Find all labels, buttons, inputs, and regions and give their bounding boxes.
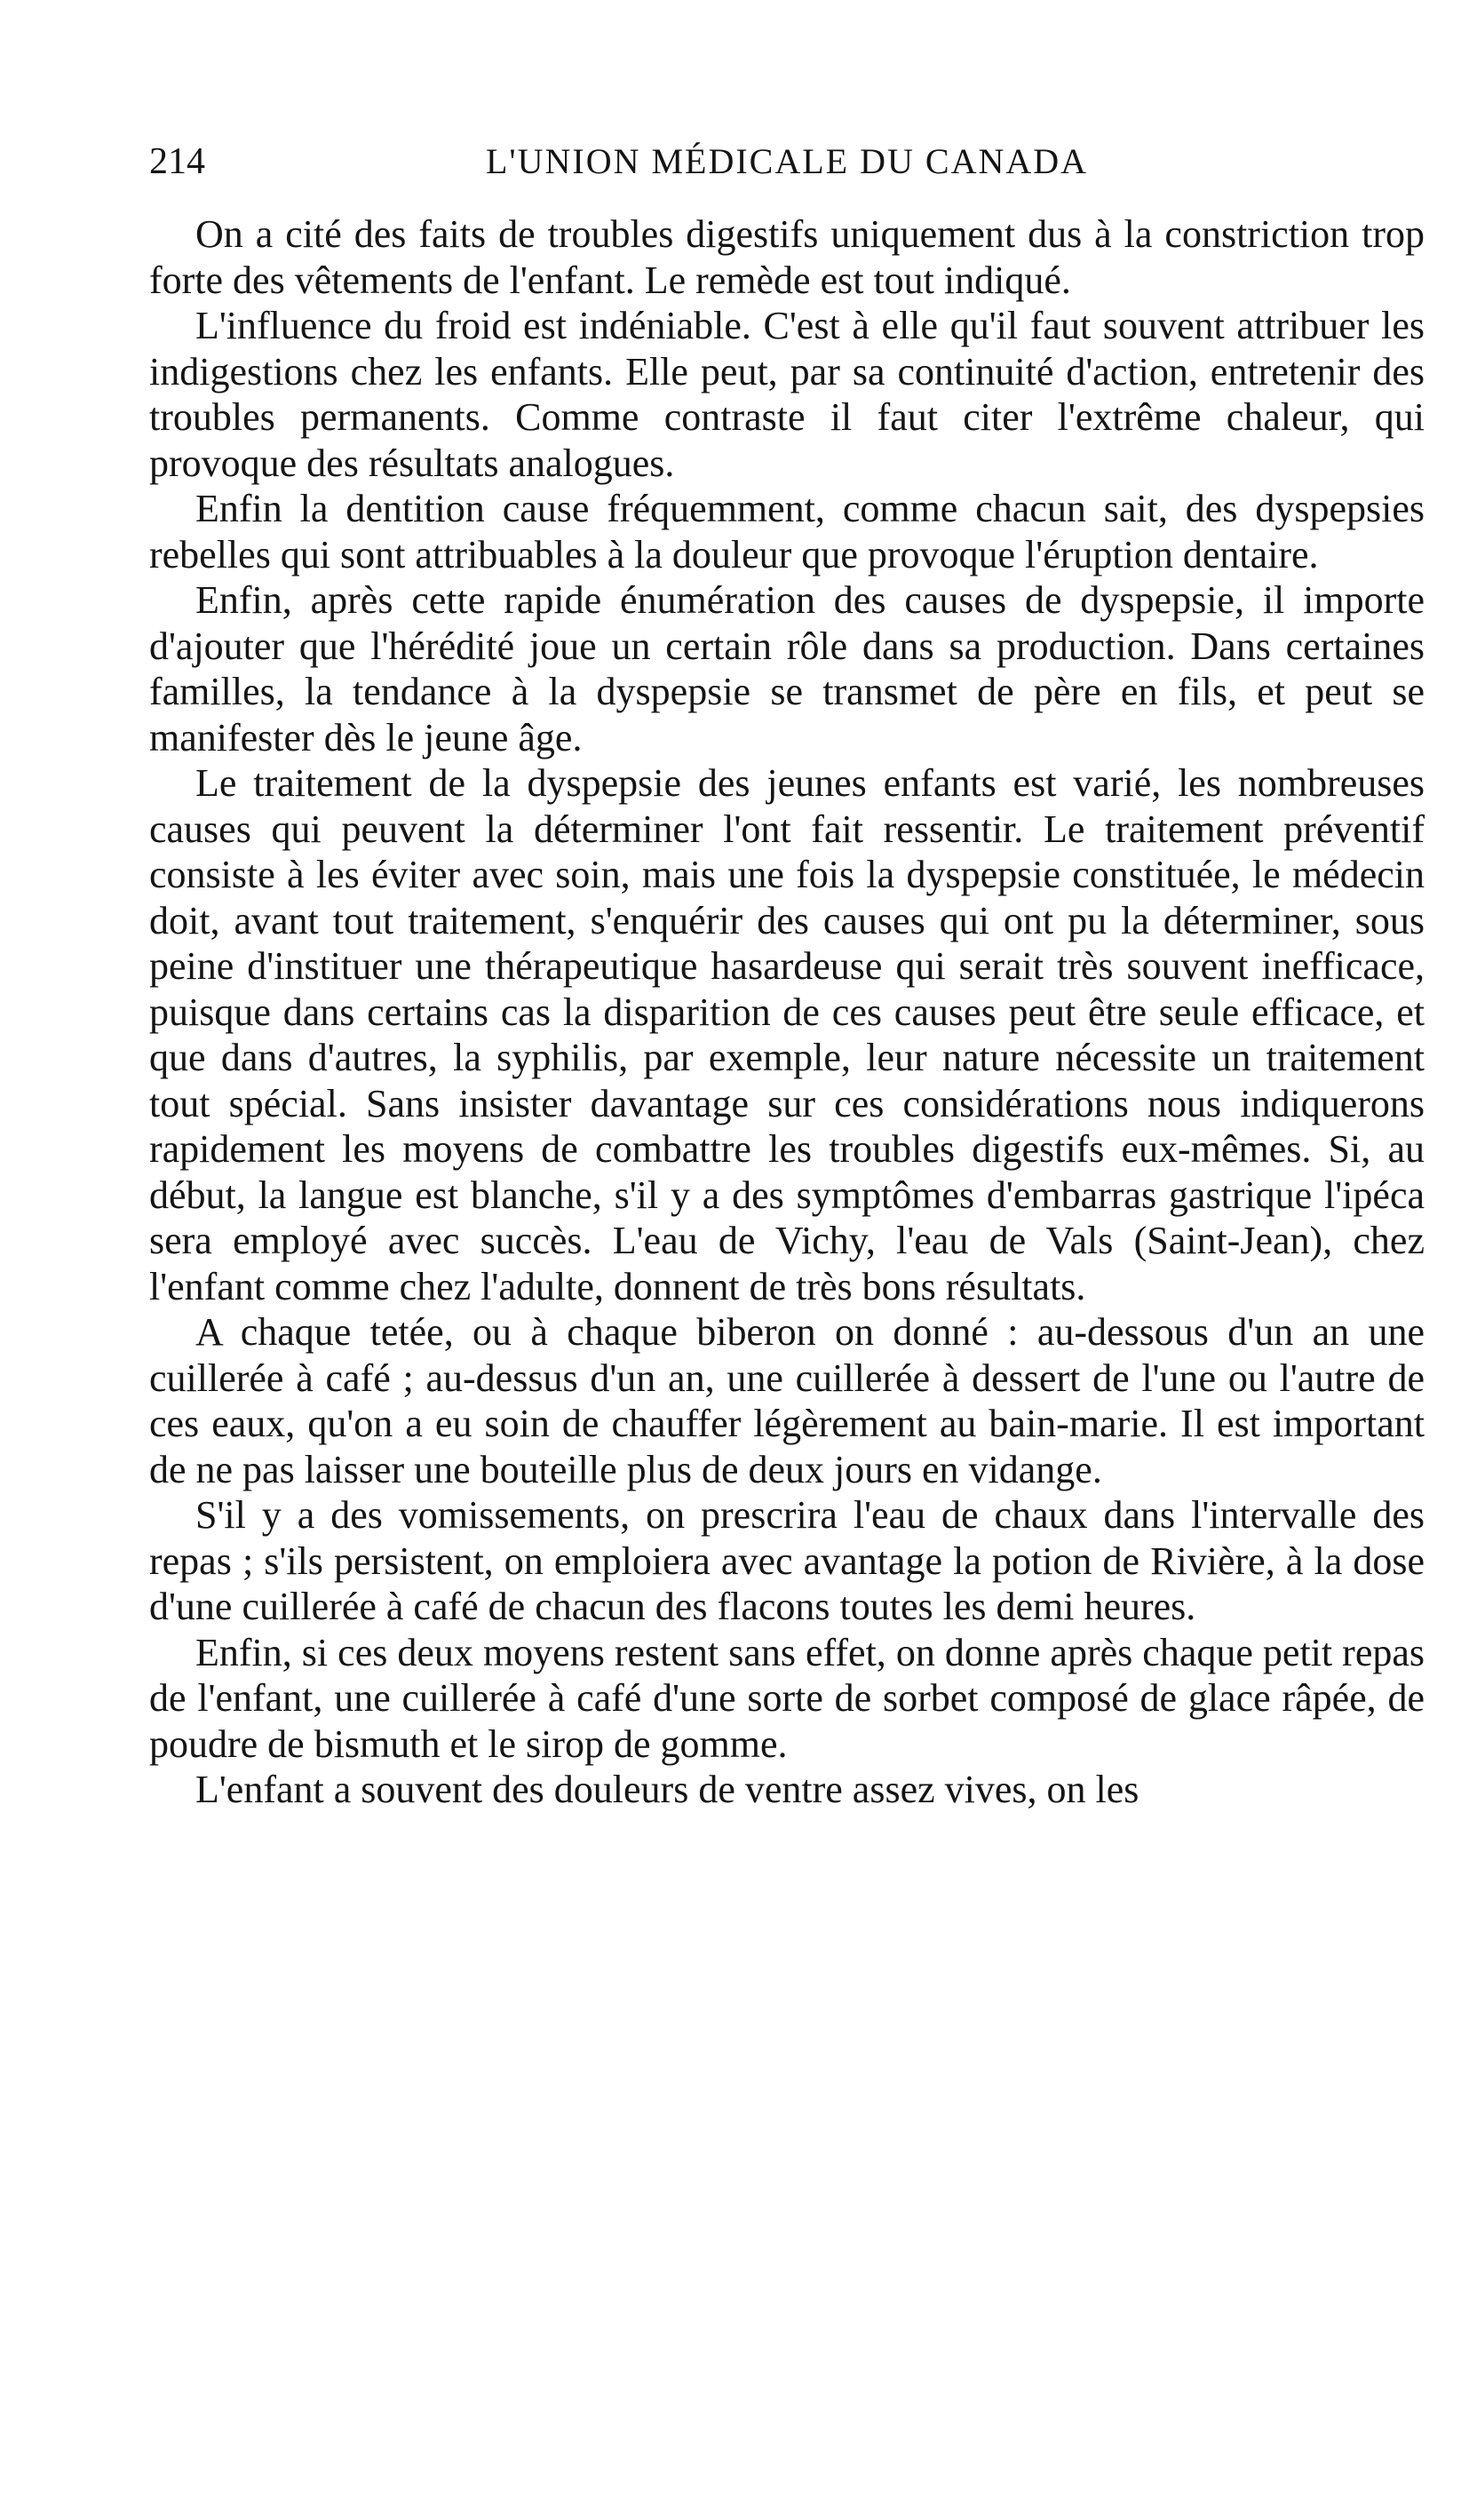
journal-title: L'UNION MÉDICALE DU CANADA	[485, 141, 1089, 181]
paragraph: Enfin, si ces deux moyens restent sans effet, on donne après chaque petit repas de l'enfant, une cuillerée à café d'une sorte de sorbet composé de glace râpée, de poudre de bismuth et le sirop de gomme.	[149, 1630, 1425, 1766]
paragraph: L'influence du froid est indéniable. C'est à elle qu'il faut souvent attribuer les indigestions chez les enfants. Elle peut, par sa continuité d'action, entretenir des troubles permanents. Comme contraste il faut citer l'extrême chaleur, qui provoque des résultats analogues.	[149, 304, 1425, 485]
paragraph: On a cité des faits de troubles digestifs uniquement dus à la constriction trop forte des vêtements de l'enfant. Le remède est tout indiqué.	[149, 212, 1425, 302]
paragraph: L'enfant a souvent des douleurs de ventre assez vives, on les	[195, 1768, 1140, 1811]
paragraph: Enfin, après cette rapide énumération des causes de dyspepsie, il importe d'ajouter que l'hérédité joue un certain rôle dans sa production. Dans certaines familles, la tendance à la dyspepsie se transmet de père en fils, et peut se manifester dès le jeune âge.	[149, 578, 1425, 759]
document-page	[149, 133, 1425, 1813]
paragraph: Enfin la dentition cause fréquemment, comme chacun sait, des dyspepsies rebelles qui sont attribuables à la douleur que provoque l'éruption dentaire.	[149, 487, 1425, 576]
paragraph: Le traitement de la dyspepsie des jeunes enfants est varié, les nombreuses causes qui peuvent la déterminer l'ont fait ressentir. Le traitement préventif consiste à les éviter avec soin, mais une fois la dyspepsie constituée, le médecin doit, avant tout traitement, s'enquérir des causes qui ont pu la déterminer, sous peine d'instituer une thérapeutique hasardeuse qui serait très souvent inefficace, puisque dans certains cas la disparition de ces causes peut être seule efficace, et que dans d'autres, la syphilis, par exemple, leur nature nécessite un traitement tout spécial. Sans insister davantage sur ces considérations nous indiquerons rapidement les moyens de combattre les troubles digestifs eux-mêmes. Si, au début, la langue est blanche, s'il y a des symptômes d'embarras gastrique l'ipéca sera employé avec succès. L'eau de Vichy, l'eau de Vals (Saint-Jean), chez l'enfant comme chez l'adulte, donnent de très bons résultats.	[149, 761, 1425, 1308]
paragraph: S'il y a des vomissements, on prescrira l'eau de chaux dans l'intervalle des repas ; s'ils persistent, on emploiera avec avantage la potion de Rivière, à la dose d'une cuillerée à café de chacun des flacons toutes les demi heures.	[149, 1493, 1425, 1628]
page-number: 214	[149, 141, 205, 182]
body-text	[149, 211, 1425, 1813]
running-head	[149, 133, 1425, 190]
paragraph: A chaque tetée, ou à chaque biberon on donné : au-dessous d'un an une cuillerée à café ; au-dessus d'un an, une cuillerée à dessert de l'une ou l'autre de ces eaux, qu'on a eu soin de chauffer légèrement au bain-marie. Il est important de ne pas laisser une bouteille plus de deux jours en vidange.	[149, 1310, 1425, 1491]
